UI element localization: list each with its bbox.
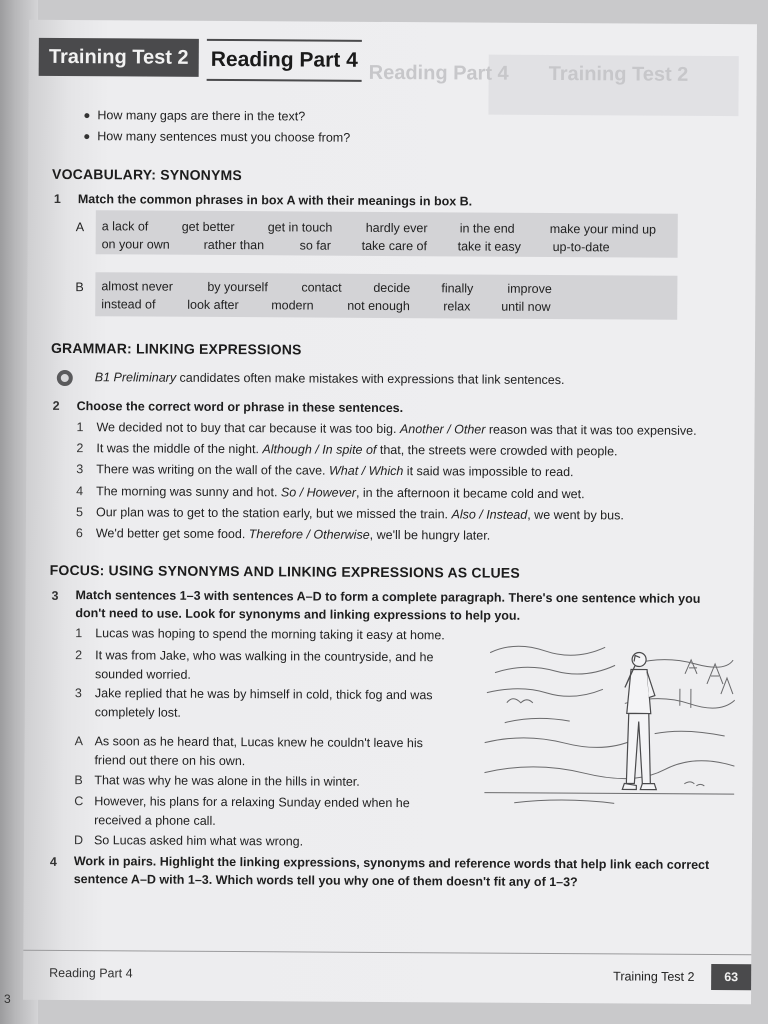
- exercise-number: 1: [53, 191, 61, 206]
- grammar-item: 6 We'd better get some food. Therefore / Otherwise, we'll be hungry later.: [75, 526, 491, 543]
- box-a-word: up-to-date: [552, 239, 610, 255]
- question-item: How many gaps are there in the text?: [84, 108, 305, 123]
- exam-tip-icon: [57, 370, 73, 386]
- grammar-item: 5 Our plan was to get to the station early, but we missed the train. Also / Instead, we went by bus.: [75, 505, 624, 523]
- grammar-instruction: Choose the correct word or phrase in these sentences.: [76, 399, 404, 416]
- hiker-illustration: [484, 633, 735, 815]
- grammar-item: 2 It was the middle of the night. Although / In spite of that, the streets were crowded with people.: [76, 441, 618, 459]
- sentence-item: 3 Jake replied that he was by himself in cold, thick fog and was completely lost.: [74, 686, 433, 720]
- box-b-word: improve: [507, 281, 552, 296]
- box-a-word: get in touch: [267, 220, 333, 235]
- question-item: How many sentences must you choose from?: [84, 129, 350, 145]
- box-a-word: take it easy: [457, 239, 521, 254]
- box-b-word: relax: [443, 299, 471, 314]
- grammar-item: 1 We decided not to buy that car because it was too big. Another / Other reason was that it was too expensive.: [76, 420, 697, 438]
- exam-tip-text: B1 Preliminary candidates often make mistakes with expressions that link sentences.: [94, 370, 565, 388]
- box-b-word: modern: [271, 298, 314, 313]
- box-b-word: by yourself: [207, 279, 268, 295]
- footer-test-label: Training Test 2: [613, 969, 695, 984]
- book-page: [23, 20, 757, 1004]
- show-through-tab: Training Test 2: [548, 62, 689, 86]
- pairwork-instruction: Work in pairs. Highlight the linking expressions, synonyms and reference words that help link each correct sentence A–D with 1–3. Which words tell you why one of them doesn't fit any of 1–3?: [73, 854, 710, 890]
- box-a-word: a lack of: [101, 219, 149, 234]
- box-a-word: in the end: [459, 221, 515, 236]
- box-a-word: get better: [181, 219, 235, 235]
- sentence-item: 2 It was from Jake, who was walking in the countryside, and he sounded worried.: [75, 648, 434, 682]
- exercise-number: 2: [52, 398, 60, 413]
- box-b-word: finally: [441, 281, 474, 296]
- box-a-word: hardly ever: [365, 220, 428, 236]
- box-b-word: almost never: [101, 279, 173, 294]
- box-b-letter: B: [75, 280, 84, 295]
- footer-section-label: Reading Part 4: [49, 965, 133, 981]
- bullet-icon: [84, 134, 89, 139]
- focus-instruction: Match sentences 1–3 with sentences A–D to form a complete paragraph. There's one sentence which you don't need to use. Look for synonyms and linking expressions to help you.: [75, 588, 701, 623]
- test-tab: Training Test 2: [39, 38, 199, 77]
- grammar-item: 3 There was writing on the wall of the cave. What / Which it said was impossible to read.: [76, 462, 574, 480]
- box-a-letter: A: [75, 220, 85, 235]
- option-item: C However, his plans for a relaxing Sunday ended when he received a phone call.: [74, 794, 410, 828]
- sentence-item: 1 Lucas was hoping to spend the morning taking it easy at home.: [75, 626, 445, 643]
- footer-rule: [23, 950, 751, 955]
- box-b-word: contact: [301, 280, 342, 295]
- box-a-word: take care of: [361, 238, 427, 254]
- grammar-item: 4 The morning was sunny and hot. So / However, in the afternoon it became cold and wet.: [76, 484, 585, 502]
- box-a-word: make your mind up: [549, 221, 657, 237]
- box-b-word: until now: [501, 299, 551, 314]
- box-b-word: instead of: [101, 297, 156, 312]
- page-number: 63: [711, 964, 751, 990]
- option-item: A As soon as he heard that, Lucas knew he couldn't leave his friend out there on his own.: [74, 734, 423, 769]
- box-b-word: look after: [187, 297, 239, 313]
- show-through-title: Reading Part 4: [368, 61, 509, 85]
- bullet-icon: [84, 113, 89, 118]
- box-a-word: rather than: [203, 237, 265, 253]
- box-a-word: so far: [299, 238, 331, 253]
- vocabulary-heading: VOCABULARY: SYNONYMS: [52, 165, 243, 184]
- box-a-word: on your own: [101, 237, 170, 252]
- box-b-word: not enough: [347, 298, 410, 314]
- grammar-heading: GRAMMAR: LINKING EXPRESSIONS: [50, 339, 302, 358]
- option-item: D So Lucas asked him what was wrong.: [73, 833, 304, 849]
- vocabulary-instruction: Match the common phrases in box A with their meanings in box B.: [77, 192, 473, 209]
- exercise-number: 3: [51, 588, 59, 603]
- box-b-word: decide: [373, 280, 411, 296]
- focus-heading: FOCUS: USING SYNONYMS AND LINKING EXPRESSIONS AS CLUES: [49, 561, 520, 581]
- exercise-number: 4: [49, 854, 57, 869]
- section-title: Reading Part 4: [207, 39, 362, 82]
- option-item: B That was why he was alone in the hills in winter.: [74, 773, 360, 789]
- facing-page-number: 3: [4, 992, 11, 1006]
